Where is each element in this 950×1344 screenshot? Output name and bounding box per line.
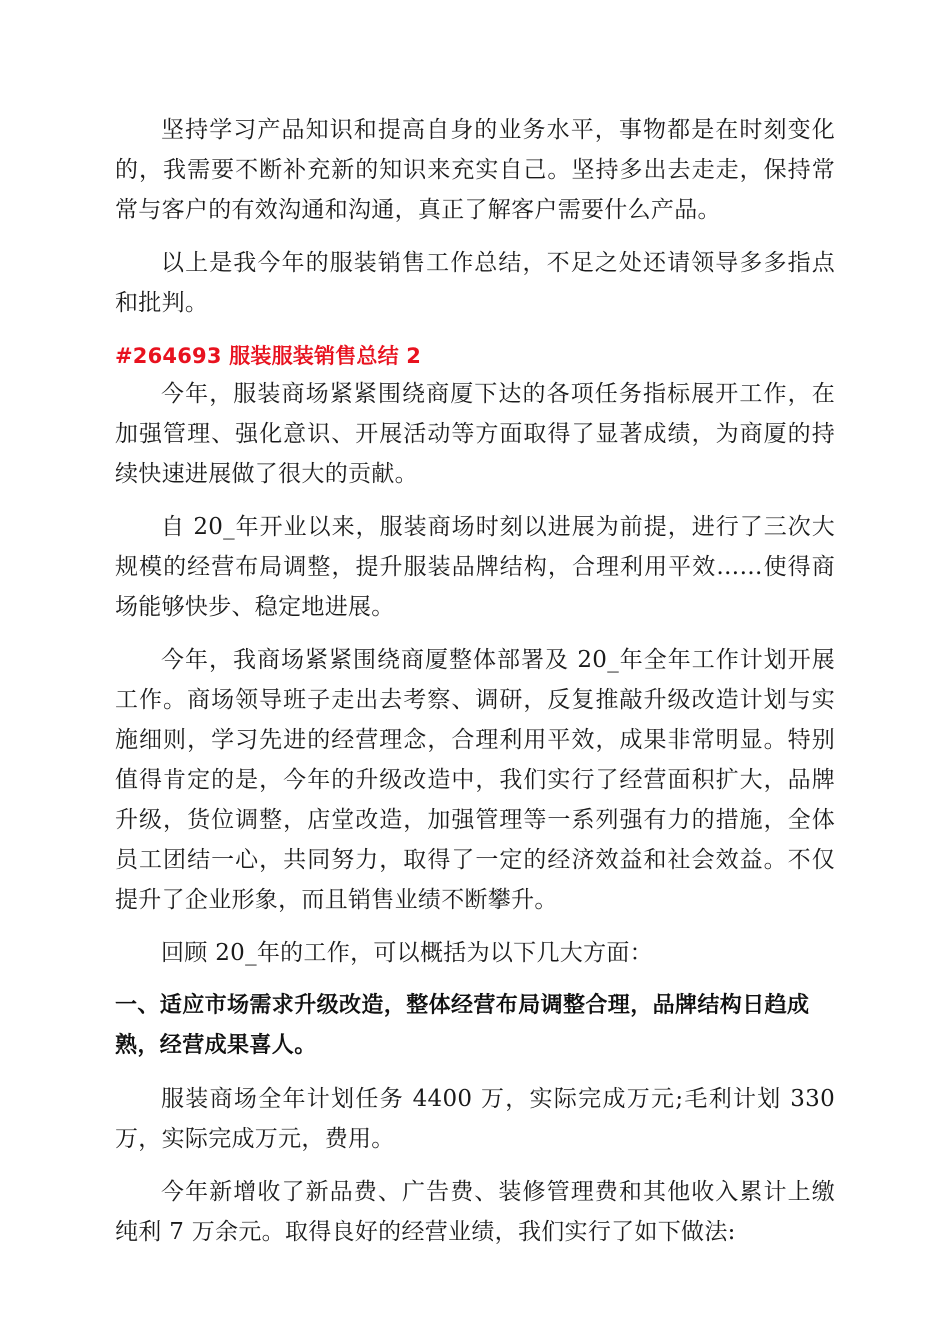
section-heading: #264693 服装服装销售总结 2 — [115, 344, 422, 368]
paragraph-review: 回顾 20_年的工作，可以概括为以下几大方面： — [161, 940, 653, 966]
document-body — [115, 110, 835, 1265]
subsection-heading-one: 一、适应市场需求升级改造，整体经营布局调整合理，品牌结构日趋成熟，经营成果喜人。 — [115, 993, 810, 1058]
paragraph-summary-closing: 以上是我今年的服装销售工作总结，不足之处还请领导多多指点和批判。 — [115, 250, 835, 316]
paragraph-this-year: 今年，服装商场紧紧围绕商厦下达的各项任务指标展开工作，在加强管理、强化意识、开展活动等方面取得了显著成绩，为商厦的持续快速进展做了很大的贡献。 — [115, 381, 835, 487]
paragraph-study-knowledge: 坚持学习产品知识和提高自身的业务水平，事物都是在时刻变化的，我需要不断补充新的知识来充实自己。坚持多出去走走，保持常常与客户的有效沟通和沟通，真正了解客户需要什么产品。 — [115, 117, 835, 223]
paragraph-overall-deployment: 今年，我商场紧紧围绕商厦整体部署及 20_年全年工作计划开展工作。商场领导班子走出去考察、调研，反复推敲升级改造计划与实施细则，学习先进的经营理念，合理利用平效，成果非常明显。特别值得肯定的是，今年的升级改造中，我们实行了经营面积扩大，品牌升级，货位调整，店堂改造，加强管理等一系列强有力的措施，全体员工团结一心，共同努力，取得了一定的经济效益和社会效益。不仅提升了企业形象，而且销售业绩不断攀升。 — [115, 647, 835, 913]
paragraph-since-opening: 自 20_年开业以来，服装商场时刻以进展为前提，进行了三次大规模的经营布局调整，提升服装品牌结构，合理利用平效……使得商场能够快步、稳定地进展。 — [115, 514, 835, 620]
paragraph-new-income: 今年新增收了新品费、广告费、装修管理费和其他收入累计上缴纯利 7 万余元。取得良好的经营业绩，我们实行了如下做法: — [115, 1179, 835, 1245]
paragraph-annual-plan: 服装商场全年计划任务 4400 万，实际完成万元;毛利计划 330 万，实际完成万元，费用。 — [115, 1086, 835, 1152]
